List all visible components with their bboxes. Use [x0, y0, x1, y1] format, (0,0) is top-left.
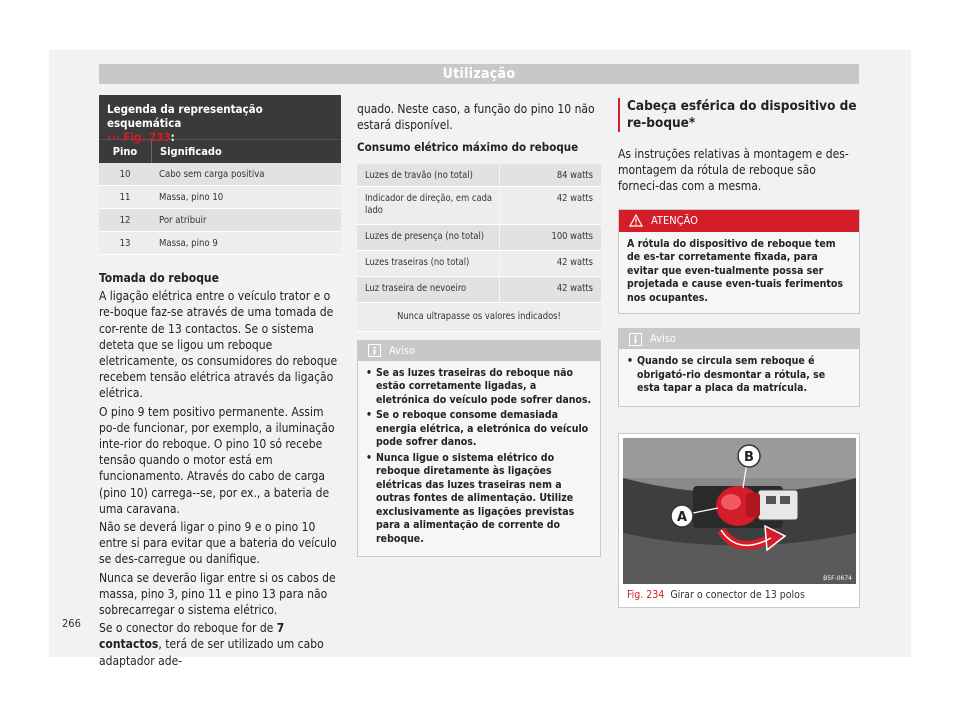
section-title: Cabeça esférica do dispositivo de re-boque* — [618, 98, 860, 132]
pin-cell: 10 — [119, 169, 131, 180]
pin-cell: 12 — [119, 215, 131, 226]
label-b: B — [744, 450, 754, 465]
notice-box — [618, 328, 860, 407]
paragraph: Não se deverá ligar o pino 9 e o pino 10 entre si para evitar que a bateria do veículo se des-carregue ou danifique. — [99, 520, 337, 567]
warning-box — [618, 209, 860, 315]
text-run-bold: 7 contactos — [99, 621, 285, 652]
table-row — [357, 225, 601, 251]
legend-title-text: Legenda da representação esquemática — [107, 102, 263, 130]
item-cell: Luz traseira de nevoeiro — [365, 282, 467, 294]
watts-cell: 84 watts — [499, 164, 601, 186]
legend-col-meaning: Significado — [151, 140, 341, 163]
page-header: Utilização — [99, 64, 859, 84]
watts-cell: 100 watts — [499, 225, 601, 250]
legend-col-pin: Pino — [112, 145, 138, 158]
notice-box — [357, 340, 601, 558]
meaning-cell: Massa, pino 9 — [159, 238, 218, 249]
table-row — [357, 164, 601, 187]
list-item: • Nunca ligue o sistema elétrico do reboque diretamente às ligações elétricas das luzes traseiras nem a outras fontes de alimentação. Utilize exclusivamente as ligações previstas para a alimentação de corrente do reboque. — [366, 452, 592, 547]
figure-234 — [618, 433, 860, 608]
item-cell: Luzes traseiras (no total) — [365, 256, 470, 268]
watts-cell: 42 watts — [499, 187, 601, 224]
text-run: Se o conector do reboque for de — [99, 621, 277, 636]
paragraph: As instruções relativas à montagem e des-montagem da rótula de reboque são forneci-das com a mesma. — [618, 147, 849, 194]
list-item: • Quando se circula sem reboque é obrigató-rio desmontar a rótula, se esta tapar a placa da matrícula. — [627, 355, 851, 396]
table-row — [99, 209, 341, 232]
table-row — [99, 163, 341, 186]
consumption-section — [357, 101, 601, 557]
item-cell: Luzes de presença (no total) — [365, 230, 485, 242]
connector-illustration — [623, 438, 856, 584]
table-footer: Nunca ultrapasse os valores indicados! — [357, 303, 601, 332]
list-item: • Se as luzes traseiras do reboque não estão corretamente ligadas, a eletrónica do veículo pode sofrer danos. — [366, 367, 592, 408]
paragraph: Nunca se deverão ligar entre si os cabos de massa, pino 3, pino 11 e pino 13 para não sobrecarregar o sistema elétrico. — [99, 570, 336, 618]
paragraph: O pino 9 tem positivo permanente. Assim po-de funcionar, por exemplo, a iluminação inte-rior do reboque. O pino 10 só recebe tensão quando o motor está em funcionamento. Através do cabo de carga (pino 10) carrega--se, por ex., a bateria de uma caravana. — [99, 404, 335, 516]
paragraph: A ligação elétrica entre o veículo trator e o re-boque faz-se através de uma tomada de cor-rente de 13 contactos. Se o sistema deteta que se ligou um reboque eletricamente, os consumidores do reboque recebem tensão elétrica através da ligação elétrica. — [99, 289, 338, 401]
table-row — [357, 251, 601, 277]
table-row — [99, 232, 341, 255]
figure-caption-text: Girar o conector de 13 polos — [670, 589, 805, 601]
figure-ref: Fig. 234 — [627, 589, 665, 601]
legend-table — [99, 95, 341, 255]
text-run: , terá de ser utilizado um cabo adaptador ade- — [99, 637, 324, 668]
notice-title: Aviso — [650, 332, 676, 346]
figure-code: B5F-0674 — [823, 575, 852, 582]
list-item: • Se o reboque consome demasiada energia elétrica, a eletrónica do veículo pode sofrer danos. — [366, 409, 592, 450]
item-cell: Indicador de direção, em cada lado — [365, 192, 493, 216]
meaning-cell: Massa, pino 10 — [159, 192, 224, 203]
table-row — [357, 187, 601, 225]
notice-body — [358, 361, 600, 557]
trailer-socket-section — [99, 270, 341, 671]
legend-ref-link[interactable]: Fig. 233 — [123, 130, 171, 144]
paragraph: quado. Neste caso, a função do pino 10 não estará disponível. — [357, 102, 595, 133]
item-cell: Luzes de travão (no total) — [365, 169, 473, 181]
warning-body: A rótula do dispositivo de reboque tem de es-tar corretamente fixada, para evitar que even-tualmente possa ser projetada e cause even-tuais ferimentos nos ocupantes. — [627, 237, 843, 304]
paragraph — [99, 620, 341, 669]
notice-title: Aviso — [389, 343, 415, 357]
table-row — [357, 277, 601, 303]
legend-header-row — [99, 139, 341, 163]
table-row — [99, 186, 341, 209]
label-a: A — [676, 510, 688, 525]
warning-header — [619, 210, 859, 232]
consumption-table — [357, 164, 601, 332]
pin-cell: 11 — [119, 192, 131, 203]
warning-title: ATENÇÃO — [651, 213, 698, 227]
legend-title: Legenda da representação esquemática ››› Fig. 233: — [99, 95, 341, 139]
warning-triangle-icon — [629, 214, 643, 227]
notice-body — [619, 349, 859, 406]
watts-cell: 42 watts — [499, 277, 601, 302]
info-icon — [629, 333, 642, 346]
info-icon — [368, 344, 381, 357]
legend-ref-arrows: ››› — [107, 130, 120, 144]
meaning-cell: Cabo sem carga positiva — [159, 169, 265, 180]
page-number: 266 — [62, 617, 81, 630]
figure-caption — [627, 589, 805, 601]
notice-header — [619, 329, 859, 349]
pin-cell: 13 — [119, 238, 131, 249]
watts-cell: 42 watts — [499, 251, 601, 276]
subheading: Tomada do reboque — [99, 271, 219, 285]
meaning-cell: Por atribuir — [159, 215, 207, 226]
consumption-heading: Consumo elétrico máximo do reboque — [357, 140, 579, 155]
towball-section — [618, 98, 860, 452]
notice-header — [358, 341, 600, 361]
